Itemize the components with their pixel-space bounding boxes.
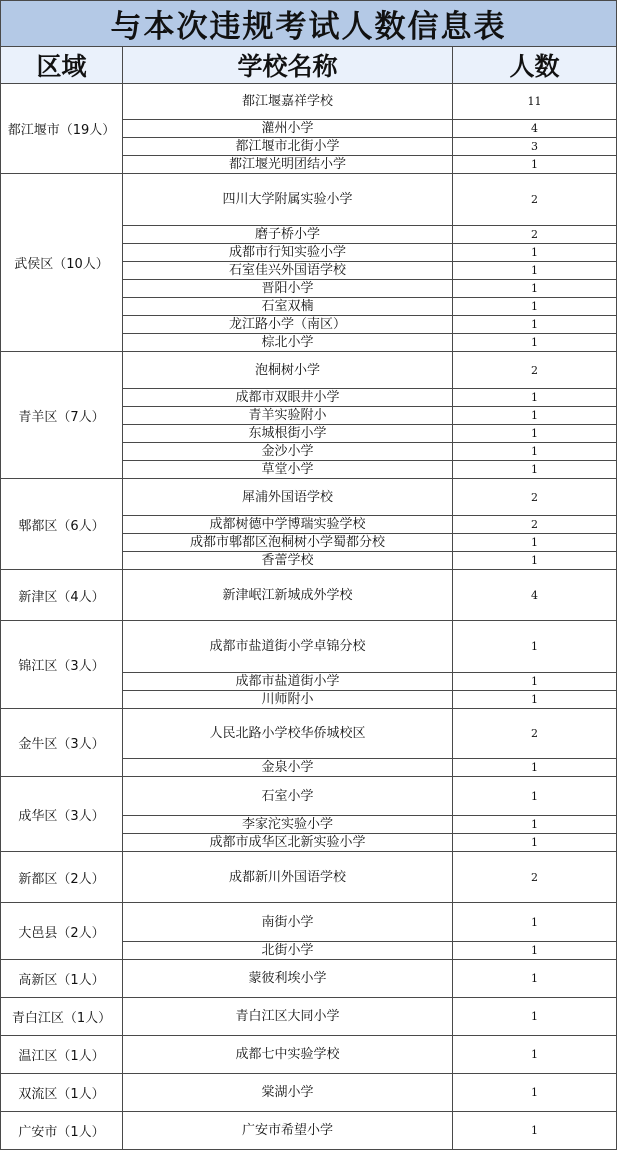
table-row bbox=[1, 352, 617, 389]
region-cell: 锦江区（3人） bbox=[1, 621, 123, 709]
school-name-cell: 石室佳兴外国语学校 bbox=[123, 262, 453, 280]
school-name-cell: 都江堰光明团结小学 bbox=[123, 156, 453, 174]
count-cell: 1 bbox=[453, 942, 617, 960]
school-name-cell: 成都市盐道街小学卓锦分校 bbox=[123, 621, 453, 673]
count-cell: 1 bbox=[453, 1112, 617, 1150]
table-row bbox=[1, 84, 617, 120]
table-row bbox=[1, 1112, 617, 1150]
school-name-cell: 蒙彼利埃小学 bbox=[123, 960, 453, 998]
school-name-cell: 成都树德中学博瑞实验学校 bbox=[123, 516, 453, 534]
count-cell: 1 bbox=[453, 443, 617, 461]
school-name-cell: 泡桐树小学 bbox=[123, 352, 453, 389]
school-name-cell: 成都市郫都区泡桐树小学蜀都分校 bbox=[123, 534, 453, 552]
count-cell: 2 bbox=[453, 709, 617, 759]
header-count: 人数 bbox=[453, 47, 617, 84]
school-name-cell: 金沙小学 bbox=[123, 443, 453, 461]
school-name-cell: 棕北小学 bbox=[123, 334, 453, 352]
school-name-cell: 都江堰市北街小学 bbox=[123, 138, 453, 156]
region-cell: 金牛区（3人） bbox=[1, 709, 123, 777]
school-name-cell: 李家沱实验小学 bbox=[123, 816, 453, 834]
count-cell: 1 bbox=[453, 316, 617, 334]
table-row bbox=[1, 960, 617, 998]
count-cell: 1 bbox=[453, 998, 617, 1036]
school-name-cell: 石室双楠 bbox=[123, 298, 453, 316]
count-cell: 1 bbox=[453, 244, 617, 262]
school-name-cell: 香蕾学校 bbox=[123, 552, 453, 570]
count-cell: 1 bbox=[453, 816, 617, 834]
region-cell: 青羊区（7人） bbox=[1, 352, 123, 479]
table-row bbox=[1, 621, 617, 673]
header-school: 学校名称 bbox=[123, 47, 453, 84]
count-cell: 1 bbox=[453, 425, 617, 443]
count-cell: 2 bbox=[453, 852, 617, 903]
count-cell: 2 bbox=[453, 174, 617, 226]
region-cell: 大邑县（2人） bbox=[1, 903, 123, 960]
count-cell: 1 bbox=[453, 298, 617, 316]
school-name-cell: 川师附小 bbox=[123, 691, 453, 709]
school-name-cell: 广安市希望小学 bbox=[123, 1112, 453, 1150]
count-cell: 1 bbox=[453, 534, 617, 552]
count-cell: 1 bbox=[453, 903, 617, 942]
title-row bbox=[1, 1, 617, 47]
school-name-cell: 成都市双眼井小学 bbox=[123, 389, 453, 407]
count-cell: 2 bbox=[453, 226, 617, 244]
count-cell: 1 bbox=[453, 262, 617, 280]
table-title: 与本次违规考试人数信息表 bbox=[1, 1, 617, 47]
region-cell: 都江堰市（19人） bbox=[1, 84, 123, 174]
school-name-cell: 成都市行知实验小学 bbox=[123, 244, 453, 262]
count-cell: 4 bbox=[453, 120, 617, 138]
count-cell: 1 bbox=[453, 621, 617, 673]
school-name-cell: 龙江路小学（南区） bbox=[123, 316, 453, 334]
school-name-cell: 金泉小学 bbox=[123, 759, 453, 777]
region-cell: 新津区（4人） bbox=[1, 570, 123, 621]
table-row bbox=[1, 852, 617, 903]
count-cell: 1 bbox=[453, 156, 617, 174]
table-row bbox=[1, 709, 617, 759]
count-cell: 1 bbox=[453, 461, 617, 479]
count-cell: 1 bbox=[453, 389, 617, 407]
school-name-cell: 棠湖小学 bbox=[123, 1074, 453, 1112]
count-cell: 1 bbox=[453, 280, 617, 298]
count-cell: 1 bbox=[453, 1074, 617, 1112]
school-name-cell: 草堂小学 bbox=[123, 461, 453, 479]
school-name-cell: 北街小学 bbox=[123, 942, 453, 960]
region-cell: 广安市（1人） bbox=[1, 1112, 123, 1150]
table-body bbox=[1, 84, 617, 1150]
school-name-cell: 南街小学 bbox=[123, 903, 453, 942]
region-cell: 青白江区（1人） bbox=[1, 998, 123, 1036]
table-row bbox=[1, 1036, 617, 1074]
school-name-cell: 成都新川外国语学校 bbox=[123, 852, 453, 903]
count-cell: 3 bbox=[453, 138, 617, 156]
region-cell: 双流区（1人） bbox=[1, 1074, 123, 1112]
count-cell: 1 bbox=[453, 691, 617, 709]
region-cell: 温江区（1人） bbox=[1, 1036, 123, 1074]
count-cell: 1 bbox=[453, 552, 617, 570]
school-name-cell: 犀浦外国语学校 bbox=[123, 479, 453, 516]
school-name-cell: 青羊实验附小 bbox=[123, 407, 453, 425]
school-name-cell: 灌州小学 bbox=[123, 120, 453, 138]
count-cell: 1 bbox=[453, 1036, 617, 1074]
count-cell: 1 bbox=[453, 759, 617, 777]
region-cell: 高新区（1人） bbox=[1, 960, 123, 998]
school-name-cell: 磨子桥小学 bbox=[123, 226, 453, 244]
count-cell: 2 bbox=[453, 479, 617, 516]
count-cell: 2 bbox=[453, 352, 617, 389]
header-row bbox=[1, 47, 617, 84]
table-row bbox=[1, 570, 617, 621]
region-cell: 成华区（3人） bbox=[1, 777, 123, 852]
school-name-cell: 四川大学附属实验小学 bbox=[123, 174, 453, 226]
school-name-cell: 晋阳小学 bbox=[123, 280, 453, 298]
region-cell: 郫都区（6人） bbox=[1, 479, 123, 570]
count-cell: 1 bbox=[453, 777, 617, 816]
table-row bbox=[1, 174, 617, 226]
count-cell: 1 bbox=[453, 834, 617, 852]
count-cell: 1 bbox=[453, 673, 617, 691]
region-cell: 新都区（2人） bbox=[1, 852, 123, 903]
table-row bbox=[1, 903, 617, 942]
school-name-cell: 人民北路小学校华侨城校区 bbox=[123, 709, 453, 759]
count-cell: 1 bbox=[453, 960, 617, 998]
school-name-cell: 成都市盐道街小学 bbox=[123, 673, 453, 691]
school-name-cell: 青白江区大同小学 bbox=[123, 998, 453, 1036]
table-row bbox=[1, 1074, 617, 1112]
school-name-cell: 成都七中实验学校 bbox=[123, 1036, 453, 1074]
region-cell: 武侯区（10人） bbox=[1, 174, 123, 352]
table-row bbox=[1, 479, 617, 516]
table-row bbox=[1, 777, 617, 816]
school-name-cell: 都江堰嘉祥学校 bbox=[123, 84, 453, 120]
count-cell: 4 bbox=[453, 570, 617, 621]
school-name-cell: 新津岷江新城成外学校 bbox=[123, 570, 453, 621]
school-name-cell: 东城根街小学 bbox=[123, 425, 453, 443]
count-cell: 1 bbox=[453, 407, 617, 425]
table-row bbox=[1, 998, 617, 1036]
header-region: 区域 bbox=[1, 47, 123, 84]
count-cell: 1 bbox=[453, 334, 617, 352]
school-name-cell: 石室小学 bbox=[123, 777, 453, 816]
school-name-cell: 成都市成华区北新实验小学 bbox=[123, 834, 453, 852]
count-cell: 2 bbox=[453, 516, 617, 534]
count-cell: 11 bbox=[453, 84, 617, 120]
